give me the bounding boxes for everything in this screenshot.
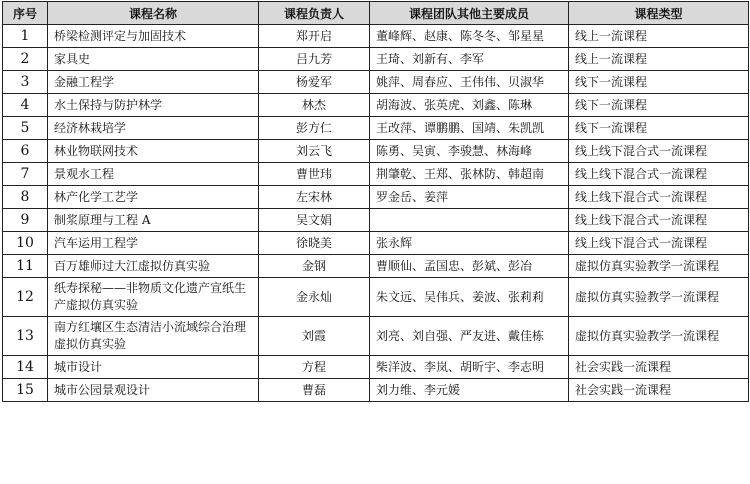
cell-no: 12: [3, 278, 48, 317]
cell-team-members: 张永辉: [370, 232, 569, 255]
table-row: [3, 71, 749, 94]
course-table: [2, 1, 749, 402]
cell-course-lead: 金永灿: [259, 278, 370, 317]
cell-team-members: 王改萍、谭鹏鹏、国靖、朱凯凯: [370, 117, 569, 140]
cell-course-name: 景观水工程: [48, 163, 259, 186]
cell-course-type: 线上一流课程: [569, 48, 749, 71]
cell-course-lead: 金钢: [259, 255, 370, 278]
table-row: [3, 94, 749, 117]
cell-course-type: 线上线下混合式一流课程: [569, 186, 749, 209]
cell-course-name: 城市设计: [48, 356, 259, 379]
table-row: [3, 48, 749, 71]
header-row: [3, 2, 749, 25]
cell-course-type: 线下一流课程: [569, 71, 749, 94]
table-row: [3, 278, 749, 317]
cell-course-type: 线上一流课程: [569, 25, 749, 48]
cell-team-members: 朱文远、吴伟兵、姜波、张莉莉: [370, 278, 569, 317]
cell-team-members: 胡海波、张英虎、刘鑫、陈琳: [370, 94, 569, 117]
cell-course-name: 经济林栽培学: [48, 117, 259, 140]
cell-no: 2: [3, 48, 48, 71]
cell-course-type: 虚拟仿真实验教学一流课程: [569, 278, 749, 317]
cell-course-name: 汽车运用工程学: [48, 232, 259, 255]
table-row: [3, 317, 749, 356]
header-team-members: 课程团队其他主要成员: [370, 2, 569, 25]
cell-no: 13: [3, 317, 48, 356]
table-row: [3, 209, 749, 232]
cell-no: 7: [3, 163, 48, 186]
cell-course-name: 制浆原理与工程 A: [48, 209, 259, 232]
cell-course-name: 林产化学工艺学: [48, 186, 259, 209]
cell-no: 10: [3, 232, 48, 255]
cell-no: 14: [3, 356, 48, 379]
cell-course-lead: 徐晓美: [259, 232, 370, 255]
header-course-name: 课程名称: [48, 2, 259, 25]
header-course-type: 课程类型: [569, 2, 749, 25]
header-course-lead: 课程负责人: [259, 2, 370, 25]
header-no: 序号: [3, 2, 48, 25]
cell-course-lead: 刘云飞: [259, 140, 370, 163]
cell-course-name: 南方红壤区生态清洁小流域综合治理虚拟仿真实验: [48, 317, 259, 356]
cell-team-members: 曹顺仙、孟国忠、彭斌、彭冶: [370, 255, 569, 278]
cell-no: 1: [3, 25, 48, 48]
cell-course-type: 线下一流课程: [569, 117, 749, 140]
cell-team-members: 王琦、刘新有、李军: [370, 48, 569, 71]
cell-no: 15: [3, 379, 48, 402]
cell-course-name: 家具史: [48, 48, 259, 71]
table-row: [3, 186, 749, 209]
cell-course-type: 线下一流课程: [569, 94, 749, 117]
cell-team-members: 陈勇、吴寅、李骏慧、林海峰: [370, 140, 569, 163]
cell-course-name: 纸寿探秘——非物质文化遗产宣纸生产虚拟仿真实验: [48, 278, 259, 317]
cell-course-type: 虚拟仿真实验教学一流课程: [569, 317, 749, 356]
cell-team-members: [370, 209, 569, 232]
cell-no: 5: [3, 117, 48, 140]
cell-course-lead: 郑开启: [259, 25, 370, 48]
cell-course-lead: 方程: [259, 356, 370, 379]
cell-no: 11: [3, 255, 48, 278]
table-body: [3, 25, 749, 402]
cell-course-name: 水土保持与防护林学: [48, 94, 259, 117]
cell-course-lead: 吴文娟: [259, 209, 370, 232]
cell-course-lead: 杨爱军: [259, 71, 370, 94]
cell-course-lead: 刘霞: [259, 317, 370, 356]
cell-no: 8: [3, 186, 48, 209]
table-row: [3, 117, 749, 140]
table-row: [3, 232, 749, 255]
cell-course-lead: 林杰: [259, 94, 370, 117]
cell-course-name: 金融工程学: [48, 71, 259, 94]
cell-course-lead: 曹磊: [259, 379, 370, 402]
cell-team-members: 刘力维、李元媛: [370, 379, 569, 402]
cell-course-type: 线上线下混合式一流课程: [569, 232, 749, 255]
cell-course-name: 桥梁检测评定与加固技术: [48, 25, 259, 48]
table-row: [3, 25, 749, 48]
table-row: [3, 163, 749, 186]
cell-course-type: 线上线下混合式一流课程: [569, 163, 749, 186]
cell-no: 9: [3, 209, 48, 232]
cell-team-members: 董峰辉、赵康、陈冬冬、邹星星: [370, 25, 569, 48]
cell-team-members: 柴洋波、李岚、胡昕宇、李志明: [370, 356, 569, 379]
cell-team-members: 荆肇乾、王郑、张林防、韩超南: [370, 163, 569, 186]
table-row: [3, 356, 749, 379]
cell-team-members: 刘亮、刘自强、严友进、戴佳栋: [370, 317, 569, 356]
cell-course-name: 百万雄师过大江虚拟仿真实验: [48, 255, 259, 278]
cell-course-type: 社会实践一流课程: [569, 356, 749, 379]
cell-course-name: 林业物联网技术: [48, 140, 259, 163]
table-row: [3, 379, 749, 402]
cell-no: 4: [3, 94, 48, 117]
cell-team-members: 姚萍、周春应、王伟伟、贝淑华: [370, 71, 569, 94]
cell-course-name: 城市公园景观设计: [48, 379, 259, 402]
cell-team-members: 罗金岳、姜萍: [370, 186, 569, 209]
cell-course-type: 社会实践一流课程: [569, 379, 749, 402]
cell-course-lead: 曹世玮: [259, 163, 370, 186]
cell-course-lead: 彭方仁: [259, 117, 370, 140]
cell-no: 6: [3, 140, 48, 163]
cell-course-type: 线上线下混合式一流课程: [569, 209, 749, 232]
cell-course-type: 线上线下混合式一流课程: [569, 140, 749, 163]
cell-no: 3: [3, 71, 48, 94]
cell-course-lead: 吕九芳: [259, 48, 370, 71]
table-row: [3, 255, 749, 278]
cell-course-type: 虚拟仿真实验教学一流课程: [569, 255, 749, 278]
cell-course-lead: 左宋林: [259, 186, 370, 209]
table-row: [3, 140, 749, 163]
